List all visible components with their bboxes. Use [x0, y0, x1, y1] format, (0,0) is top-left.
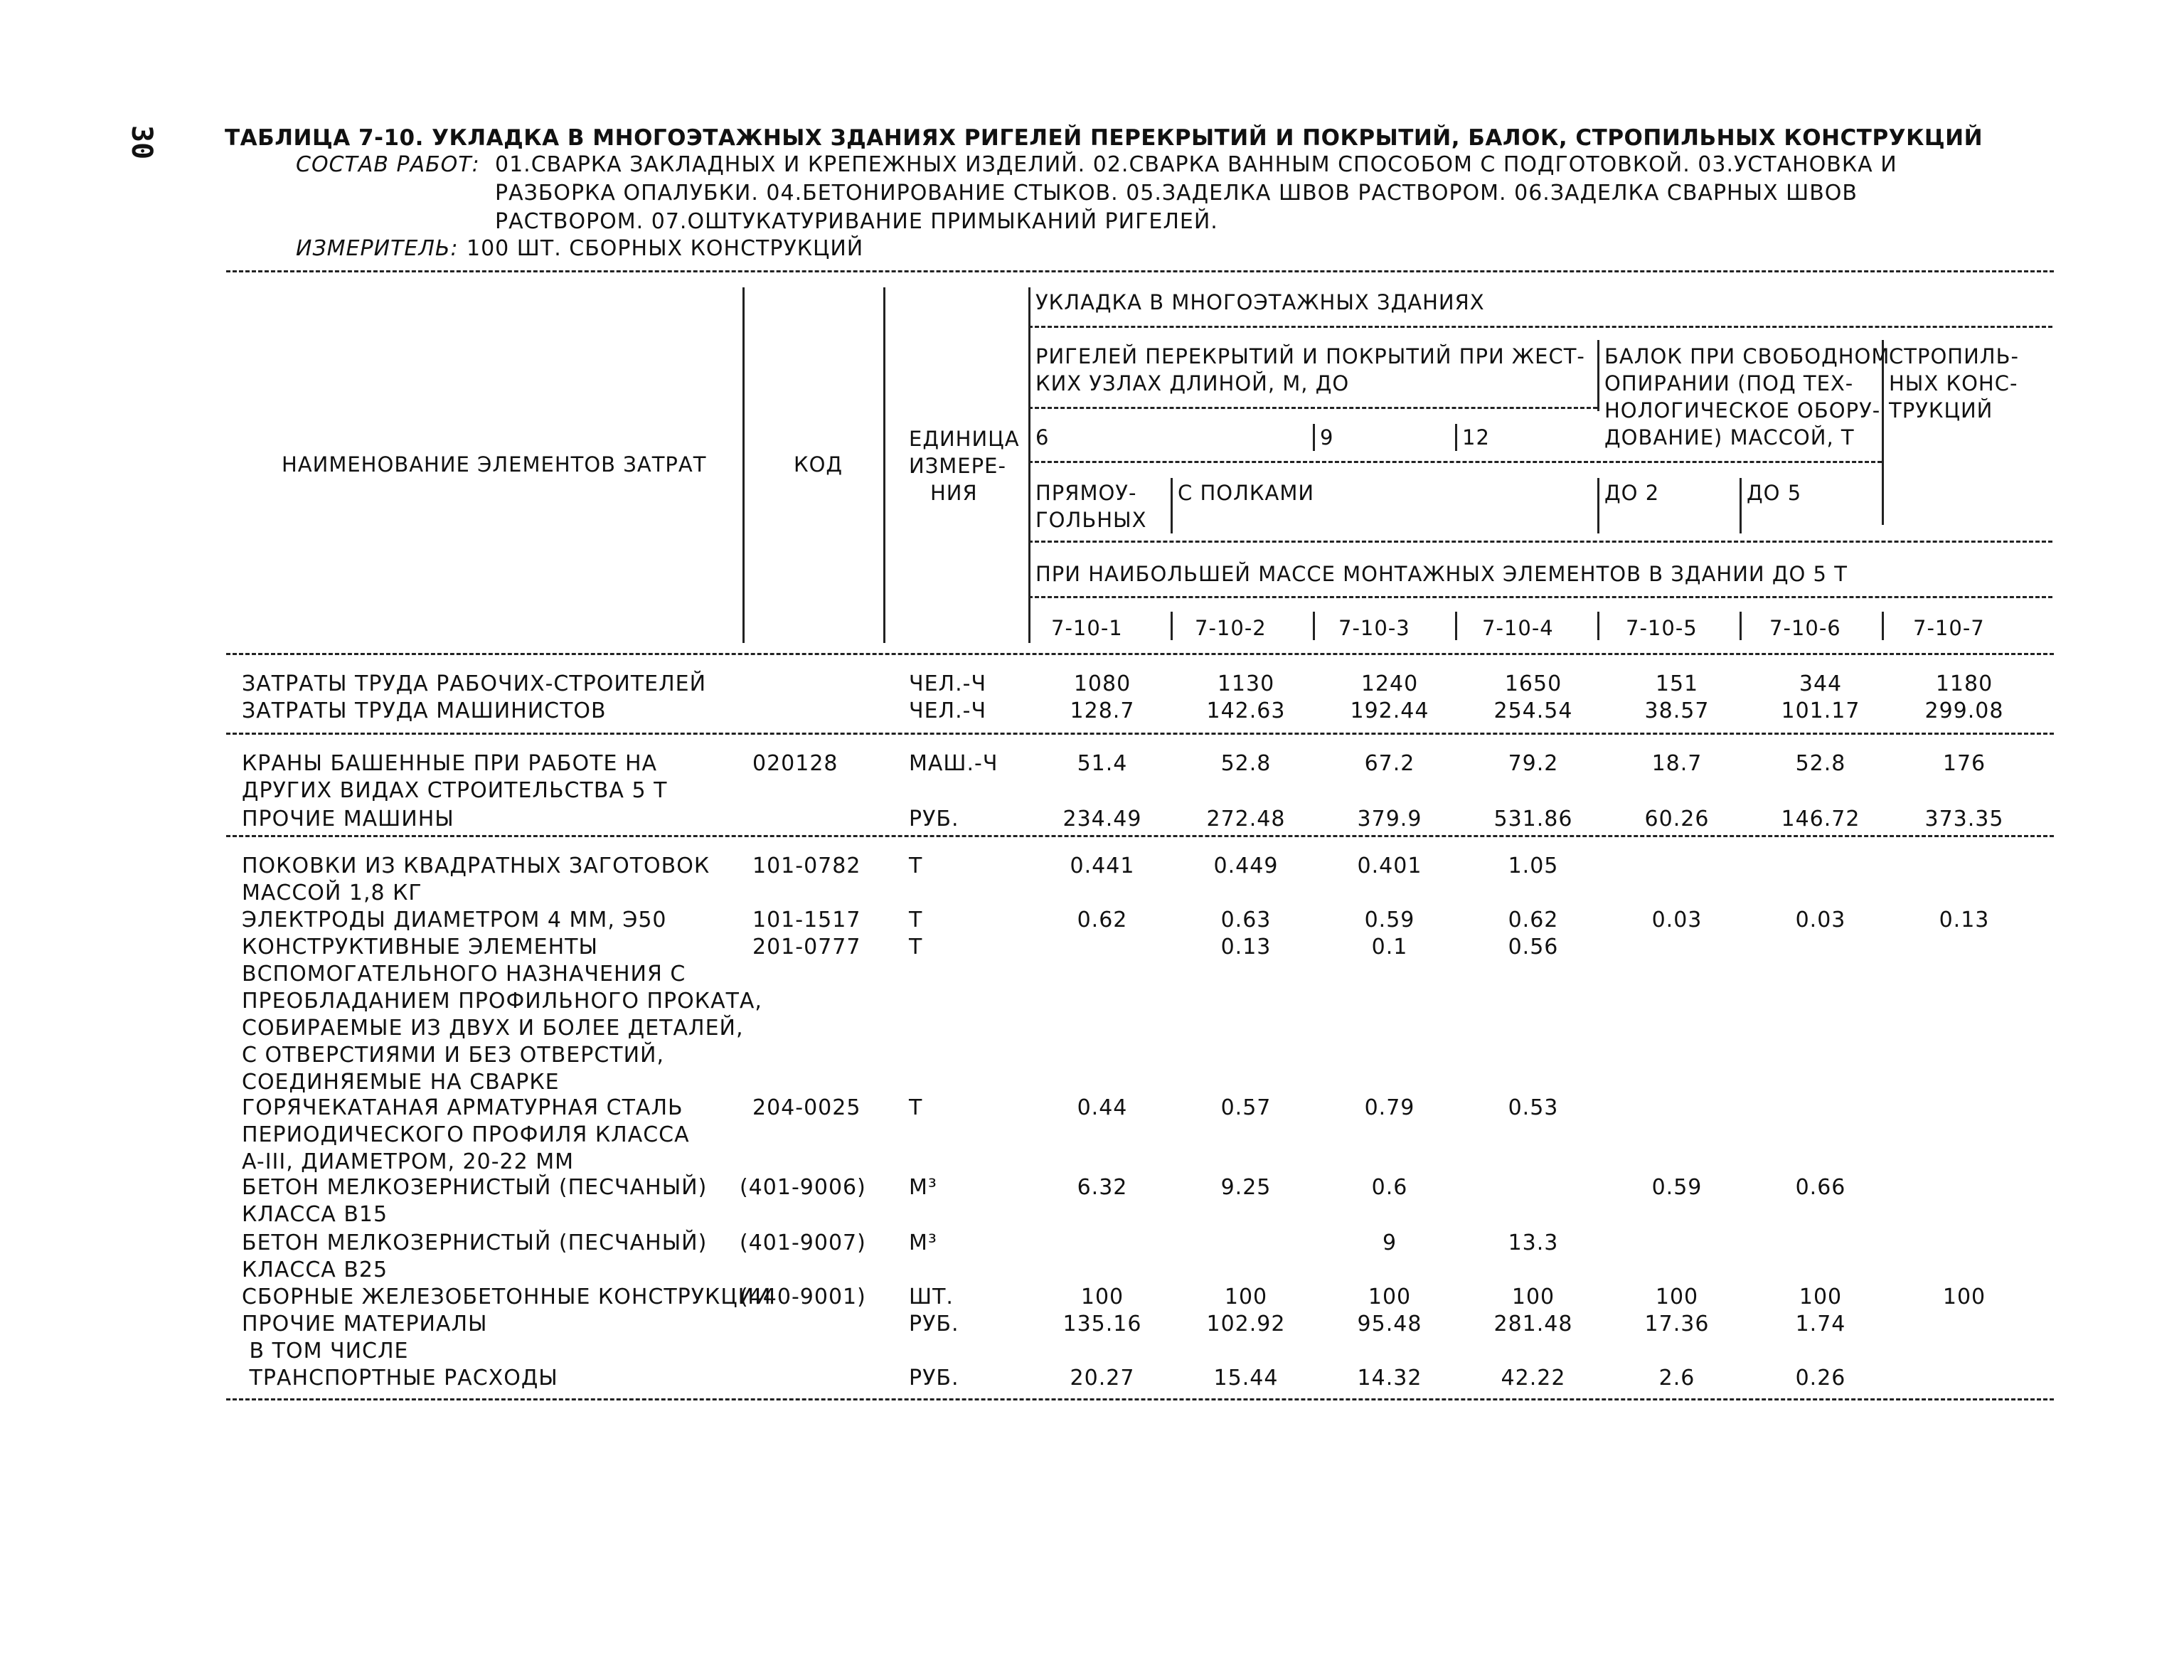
row-value: 100: [1655, 1285, 1699, 1309]
row-value: 95.48: [1357, 1312, 1422, 1336]
row-value: 101.17: [1781, 698, 1860, 723]
row-name: ПРЕОБЛАДАНИЕМ ПРОФИЛЬНОГО ПРОКАТА,: [242, 989, 762, 1014]
header-unit-2: ИЗМЕРЕ-: [909, 454, 1006, 478]
row-value: 0.03: [1651, 908, 1703, 932]
row-unit: Т: [909, 908, 923, 932]
row-value: 0.6: [1371, 1175, 1408, 1200]
measure-value: 100 ШТ. СБОРНЫХ КОНСТРУКЦИЙ: [467, 236, 864, 261]
header-beams-3: НОЛОГИЧЕСКОЕ ОБОРУ-: [1604, 398, 1881, 422]
row-value: 0.57: [1220, 1095, 1272, 1120]
row-value: 128.7: [1070, 698, 1135, 723]
row-value: 14.32: [1357, 1366, 1422, 1391]
row-name: ТРАНСПОРТНЫЕ РАСХОДЫ: [242, 1366, 558, 1391]
header-max-mass: ПРИ НАИБОЛЬШЕЙ МАССЕ МОНТАЖНЫХ ЭЛЕМЕНТОВ В ЗДАНИИ ДО 5 Т: [1035, 562, 1848, 586]
row-value: 1240: [1360, 671, 1419, 696]
row-value: 0.44: [1077, 1095, 1128, 1120]
work-composition-line-1: 01.СВАРКА ЗАКЛАДНЫХ И КРЕПЕЖНЫХ ИЗДЕЛИЙ. 02.СВАРКА ВАННЫМ СПОСОБОМ С ПОДГОТОВКОЙ. 03.УСТАНОВКА И: [495, 152, 1897, 177]
rule-codes-top: [1028, 596, 2052, 598]
row-name: ВСПОМОГАТЕЛЬНОГО НАЗНАЧЕНИЯ С: [242, 962, 686, 987]
header-rafters-3: ТРУКЦИЙ: [1889, 398, 1993, 422]
row-unit: МАШ.-Ч: [909, 751, 998, 776]
row-value: 0.401: [1357, 854, 1422, 878]
row-value: 0.449: [1213, 854, 1279, 878]
vsep-shelves: [1171, 478, 1173, 533]
row-value: 299.08: [1924, 698, 2004, 723]
header-rafters-1: СТРОПИЛЬ-: [1889, 344, 2019, 368]
row-value: 51.4: [1077, 751, 1128, 776]
row-value: 52.8: [1220, 751, 1272, 776]
column-code: 7-10-6: [1769, 616, 1841, 640]
column-code: 7-10-3: [1338, 616, 1410, 640]
vsep-code-6: [1740, 612, 1742, 640]
rule-labor-bottom: [226, 733, 2054, 735]
vsep-len9: [1313, 424, 1315, 451]
row-value: 100: [1511, 1285, 1555, 1309]
row-name: СБОРНЫЕ ЖЕЛЕЗОБЕТОННЫЕ КОНСТРУКЦИИ: [242, 1285, 772, 1309]
row-value: 0.441: [1070, 854, 1135, 878]
row-value: 379.9: [1357, 807, 1422, 831]
rule-max-mass-top: [1028, 541, 2052, 543]
header-to5: ДО 5: [1747, 481, 1802, 505]
row-value: 0.63: [1220, 908, 1272, 932]
row-value: 20.27: [1070, 1366, 1135, 1391]
row-value: 234.49: [1062, 807, 1142, 831]
row-value: 0.53: [1508, 1095, 1559, 1120]
row-value: 135.16: [1062, 1312, 1142, 1336]
rule-machines-bottom: [226, 835, 2054, 837]
vsep-unit: [1028, 287, 1030, 643]
row-name: ПЕРИОДИЧЕСКОГО ПРОФИЛЯ КЛАССА: [242, 1122, 690, 1147]
row-unit: РУБ.: [909, 1312, 959, 1336]
vsep-code-3: [1313, 612, 1315, 640]
work-composition-label: СОСТАВ РАБОТ:: [296, 152, 480, 177]
row-unit: Т: [909, 854, 923, 878]
row-unit: РУБ.: [909, 1366, 959, 1391]
rule-group: [1028, 326, 2052, 328]
row-unit: М³: [909, 1230, 937, 1255]
row-unit: Т: [909, 1095, 923, 1120]
vsep-code-2: [1171, 612, 1173, 640]
header-to2: ДО 2: [1604, 481, 1660, 505]
row-value: 0.26: [1795, 1366, 1846, 1391]
row-name: КОНСТРУКТИВНЫЕ ЭЛЕМЕНТЫ: [242, 935, 598, 959]
vsep-len12: [1455, 424, 1457, 451]
row-value: 146.72: [1781, 807, 1860, 831]
row-name: СОБИРАЕМЫЕ ИЗ ДВУХ И БОЛЕЕ ДЕТАЛЕЙ,: [242, 1016, 744, 1041]
row-value: 1650: [1504, 671, 1562, 696]
header-beams-2: ОПИРАНИИ (ПОД ТЕХ-: [1604, 371, 1854, 395]
row-value: 18.7: [1651, 751, 1703, 776]
header-shelves: С ПОЛКАМИ: [1178, 481, 1315, 505]
row-value: 531.86: [1493, 807, 1573, 831]
header-len-9: 9: [1320, 425, 1334, 450]
row-value: 102.92: [1206, 1312, 1286, 1336]
vsep-code: [883, 287, 885, 643]
column-code: 7-10-4: [1482, 616, 1554, 640]
row-code: 204-0025: [752, 1095, 861, 1120]
vsep-beams: [1597, 340, 1599, 411]
row-value: 100: [1224, 1285, 1268, 1309]
row-name: КЛАССА В25: [242, 1258, 388, 1282]
row-name: ЭЛЕКТРОДЫ ДИАМЕТРОМ 4 ММ, Э50: [242, 908, 667, 932]
row-name: БЕТОН МЕЛКОЗЕРНИСТЫЙ (ПЕСЧАНЫЙ): [242, 1230, 708, 1255]
row-value: 60.26: [1644, 807, 1710, 831]
row-value: 0.59: [1364, 908, 1415, 932]
header-girders-2: КИХ УЗЛАХ ДЛИНОЙ, М, ДО: [1035, 371, 1350, 395]
row-value: 0.13: [1220, 935, 1272, 959]
vsep-code-7: [1882, 612, 1884, 640]
row-value: 42.22: [1501, 1366, 1566, 1391]
row-value: 1180: [1935, 671, 1993, 696]
row-name: ГОРЯЧЕКАТАНАЯ АРМАТУРНАЯ СТАЛЬ: [242, 1095, 683, 1120]
row-unit: М³: [909, 1175, 937, 1200]
header-name: НАИМЕНОВАНИЕ ЭЛЕМЕНТОВ ЗАТРАТ: [282, 452, 707, 477]
vsep-code-5: [1597, 612, 1599, 640]
row-value: 1130: [1217, 671, 1275, 696]
row-code: (401-9007): [740, 1230, 866, 1255]
row-name: В ТОМ ЧИСЛЕ: [242, 1339, 409, 1363]
row-name: ЗАТРАТЫ ТРУДА РАБОЧИХ-СТРОИТЕЛЕЙ: [242, 671, 707, 696]
row-value: 0.62: [1508, 908, 1559, 932]
row-value: 192.44: [1350, 698, 1429, 723]
row-value: 0.03: [1795, 908, 1846, 932]
row-unit: РУБ.: [909, 807, 959, 831]
rule-subtypes: [1028, 461, 1882, 463]
header-rect-2: ГОЛЬНЫХ: [1035, 508, 1147, 532]
row-code: 020128: [752, 751, 838, 776]
header-beams-1: БАЛОК ПРИ СВОБОДНОМ: [1604, 344, 1890, 368]
row-value: 100: [1942, 1285, 1986, 1309]
row-value: 0.13: [1939, 908, 1990, 932]
column-code: 7-10-1: [1051, 616, 1123, 640]
row-unit: ЧЕЛ.-Ч: [909, 671, 987, 696]
row-value: 2.6: [1658, 1366, 1695, 1391]
row-value: 0.66: [1795, 1175, 1846, 1200]
row-value: 13.3: [1508, 1230, 1559, 1255]
header-rect-1: ПРЯМОУ-: [1035, 481, 1137, 505]
row-value: 9.25: [1220, 1175, 1272, 1200]
page-number: 30: [125, 125, 158, 160]
vsep-to5: [1740, 478, 1742, 533]
row-value: 142.63: [1206, 698, 1286, 723]
row-name: КЛАССА В15: [242, 1202, 388, 1227]
row-name: С ОТВЕРСТИЯМИ И БЕЗ ОТВЕРСТИЙ,: [242, 1043, 665, 1068]
row-value: 1.74: [1795, 1312, 1846, 1336]
row-value: 38.57: [1644, 698, 1710, 723]
rule-table-bottom: [226, 1398, 2054, 1400]
row-value: 281.48: [1493, 1312, 1573, 1336]
work-composition-line-3: РАСТВОРОМ. 07.ОШТУКАТУРИВАНИЕ ПРИМЫКАНИЙ РИГЕЛЕЙ.: [495, 209, 1218, 234]
row-name: ПРОЧИЕ МАТЕРИАЛЫ: [242, 1312, 488, 1336]
vsep-name: [742, 287, 745, 643]
row-value: 79.2: [1508, 751, 1559, 776]
header-len-12: 12: [1462, 425, 1490, 450]
row-name: ПОКОВКИ ИЗ КВАДРАТНЫХ ЗАГОТОВОК: [242, 854, 710, 878]
rule-header-bottom: [226, 653, 2054, 655]
column-code: 7-10-7: [1913, 616, 1985, 640]
row-code: (440-9001): [740, 1285, 866, 1309]
row-value: 100: [1080, 1285, 1124, 1309]
row-name: A-III, ДИАМЕТРОМ, 20-22 ММ: [242, 1149, 575, 1174]
row-value: 1080: [1073, 671, 1131, 696]
row-value: 15.44: [1213, 1366, 1279, 1391]
row-name: ДРУГИХ ВИДАХ СТРОИТЕЛЬСТВА 5 Т: [242, 778, 668, 803]
row-value: 0.62: [1077, 908, 1128, 932]
header-beams-4: ДОВАНИЕ) МАССОЙ, Т: [1604, 425, 1855, 450]
row-code: 101-0782: [752, 854, 861, 878]
row-name: МАССОЙ 1,8 КГ: [242, 881, 422, 905]
row-unit: ШТ.: [909, 1285, 954, 1309]
row-value: 100: [1368, 1285, 1412, 1309]
row-value: 254.54: [1493, 698, 1573, 723]
row-value: 9: [1382, 1230, 1397, 1255]
row-name: ЗАТРАТЫ ТРУДА МАШИНИСТОВ: [242, 698, 607, 723]
row-name: КРАНЫ БАШЕННЫЕ ПРИ РАБОТЕ НА: [242, 751, 658, 776]
table-title: ТАБЛИЦА 7-10. УКЛАДКА В МНОГОЭТАЖНЫХ ЗДАНИЯХ РИГЕЛЕЙ ПЕРЕКРЫТИЙ И ПОКРЫТИЙ, БАЛОК, СТРОПИЛЬНЫХ КОНСТРУКЦИЙ: [225, 125, 1983, 151]
row-code: 201-0777: [752, 935, 861, 959]
row-value: 17.36: [1644, 1312, 1710, 1336]
header-group: УКЛАДКА В МНОГОЭТАЖНЫХ ЗДАНИЯХ: [1035, 290, 1485, 314]
row-value: 67.2: [1364, 751, 1415, 776]
row-value: 344: [1799, 671, 1843, 696]
row-value: 1.05: [1508, 854, 1559, 878]
column-code: 7-10-2: [1195, 616, 1267, 640]
row-value: 0.1: [1371, 935, 1408, 959]
row-value: 373.35: [1924, 807, 2004, 831]
measure-label: ИЗМЕРИТЕЛЬ:: [296, 236, 459, 261]
row-value: 100: [1799, 1285, 1843, 1309]
row-value: 272.48: [1206, 807, 1286, 831]
row-value: 0.59: [1651, 1175, 1703, 1200]
row-value: 176: [1942, 751, 1986, 776]
header-unit-3: НИЯ: [930, 481, 978, 505]
header-girders-1: РИГЕЛЕЙ ПЕРЕКРЫТИЙ И ПОКРЫТИЙ ПРИ ЖЕСТ-: [1035, 344, 1585, 368]
rule-top: [226, 270, 2054, 272]
row-unit: ЧЕЛ.-Ч: [909, 698, 987, 723]
column-code: 7-10-5: [1626, 616, 1698, 640]
header-code: КОД: [794, 452, 843, 477]
row-code: (401-9006): [740, 1175, 866, 1200]
row-value: 6.32: [1077, 1175, 1128, 1200]
row-name: БЕТОН МЕЛКОЗЕРНИСТЫЙ (ПЕСЧАНЫЙ): [242, 1175, 708, 1200]
work-composition-line-2: РАЗБОРКА ОПАЛУБКИ. 04.БЕТОНИРОВАНИЕ СТЫКОВ. 05.ЗАДЕЛКА ШВОВ РАСТВОРОМ. 06.ЗАДЕЛКА СВАРНЫХ ШВОВ: [495, 181, 1858, 206]
rule-girder-len: [1028, 407, 1597, 409]
row-value: 0.56: [1508, 935, 1559, 959]
header-unit-1: ЕДИНИЦА: [909, 427, 1020, 451]
row-code: 101-1517: [752, 908, 861, 932]
vsep-to2: [1597, 478, 1599, 533]
vsep-code-4: [1455, 612, 1457, 640]
row-value: 151: [1655, 671, 1699, 696]
header-rafters-2: НЫХ КОНС-: [1889, 371, 2018, 395]
row-value: 52.8: [1795, 751, 1846, 776]
row-unit: Т: [909, 935, 923, 959]
row-name: ПРОЧИЕ МАШИНЫ: [242, 807, 454, 831]
row-name: СОЕДИНЯЕМЫЕ НА СВАРКЕ: [242, 1070, 560, 1095]
row-value: 0.79: [1364, 1095, 1415, 1120]
header-len-6: 6: [1035, 425, 1050, 450]
